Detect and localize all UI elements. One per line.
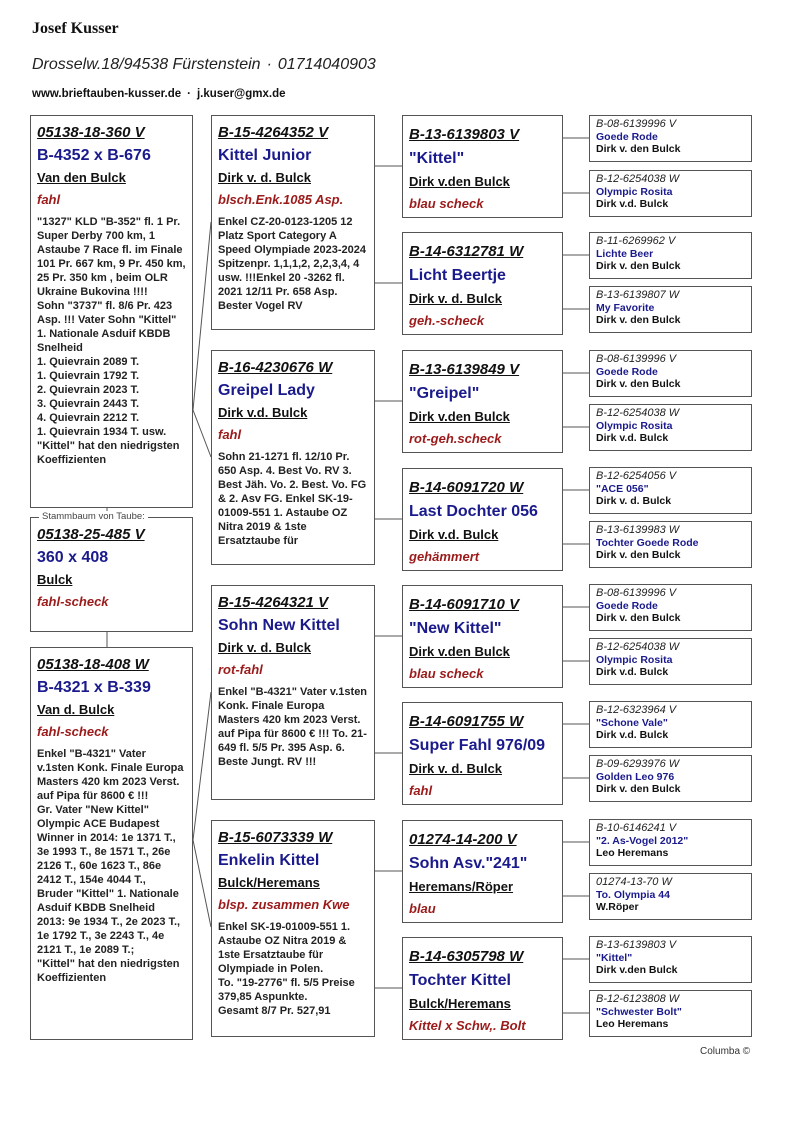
breeder: Van d. Bulck bbox=[37, 702, 115, 717]
gen4-ancestor-box bbox=[589, 286, 752, 333]
color-description: fahl bbox=[409, 783, 433, 798]
great-grandparent-box bbox=[402, 468, 563, 571]
breeder: Dirk v. d. Bulck bbox=[409, 761, 502, 776]
breeder: Heremans/Röper bbox=[409, 879, 514, 894]
note-line: Sohn "3737" fl. 8/6 Pr. 423 Asp. !!! Vater Sohn "Kittel" 1. Nationale Asduif KBDB Snelheid bbox=[37, 300, 177, 354]
great-grandparent-box bbox=[402, 702, 563, 805]
breeder: Van den Bulck bbox=[37, 170, 126, 185]
owner-address: Drosselw.18/94538 Fürstenstein bbox=[32, 56, 261, 73]
ring-number: B-12-6254038 W bbox=[596, 173, 680, 185]
color-description: gehämmert bbox=[409, 549, 480, 564]
ring-number: B-08-6139996 V bbox=[596, 353, 677, 365]
ring-number: B-09-6293976 W bbox=[596, 758, 680, 770]
pigeon-name: "Schone Vale" bbox=[596, 717, 668, 729]
ring-number: B-14-6091755 W bbox=[409, 713, 524, 730]
ring-number: B-14-6091710 V bbox=[409, 596, 520, 613]
grandparent-box bbox=[211, 115, 375, 330]
breeder: Dirk v. d. Bulck bbox=[218, 170, 311, 185]
ring-number: B-15-4264352 V bbox=[218, 124, 329, 141]
pigeon-name: "Schwester Bolt" bbox=[596, 1006, 682, 1018]
ring-number: B-14-6312781 W bbox=[409, 243, 524, 260]
ring-number: B-08-6139996 V bbox=[596, 587, 677, 599]
breeder: Dirk v. d. Bulck bbox=[218, 640, 311, 655]
connector-line bbox=[193, 410, 211, 457]
breeder: Dirk v. den Bulck bbox=[596, 314, 681, 326]
color-description: fahl-scheck bbox=[37, 594, 109, 609]
ring-number: B-12-6323964 V bbox=[596, 704, 677, 716]
ring-number: B-16-4230676 W bbox=[218, 359, 333, 376]
ring-number: B-14-6091720 W bbox=[409, 479, 524, 496]
note-line: Enkel "B-4321" Vater v.1sten Konk. Finale Europa Masters 420 km 2023 Verst. auf Pipa für 8600 € !!! bbox=[37, 748, 184, 802]
breeder: Bulck/Heremans bbox=[409, 996, 511, 1011]
note-line: 3. Quievrain 2443 T. bbox=[37, 398, 140, 410]
gen4-ancestor-box bbox=[589, 521, 752, 568]
pigeon-name: Goede Rode bbox=[596, 600, 658, 612]
great-grandparent-box bbox=[402, 937, 563, 1040]
performance-notes bbox=[218, 920, 368, 1018]
breeder: Dirk v.d. Bulck bbox=[596, 432, 669, 444]
pigeon-name: Golden Leo 976 bbox=[596, 771, 675, 783]
gen4-ancestor-box bbox=[589, 990, 752, 1037]
breeder: W.Röper bbox=[596, 901, 639, 913]
pigeon-name: My Favorite bbox=[596, 302, 655, 314]
breeder: Dirk v. den Bulck bbox=[596, 260, 681, 272]
breeder: Bulck/Heremans bbox=[218, 875, 320, 890]
gen4-ancestor-box bbox=[589, 467, 752, 514]
pigeon-name: "Greipel" bbox=[409, 385, 480, 402]
color-description: rot-geh.scheck bbox=[409, 431, 502, 446]
color-description: geh.-scheck bbox=[409, 313, 485, 328]
pigeon-name: "Kittel" bbox=[409, 150, 465, 167]
gen4-ancestor-box bbox=[589, 115, 752, 162]
pigeon-name: "2. As-Vogel 2012" bbox=[596, 835, 689, 847]
breeder: Leo Heremans bbox=[596, 1018, 669, 1030]
pigeon-name: 360 x 408 bbox=[37, 549, 109, 566]
breeder: Leo Heremans bbox=[596, 847, 669, 859]
owner-phone: 01714040903 bbox=[277, 56, 376, 73]
pigeon-name: "Kittel" bbox=[596, 952, 633, 964]
performance-notes bbox=[218, 450, 368, 548]
performance-notes bbox=[37, 215, 186, 467]
pigeon-name: Licht Beertje bbox=[409, 267, 506, 284]
grandparent-box bbox=[211, 585, 375, 800]
color-description: rot-fahl bbox=[218, 662, 263, 677]
note-line: "Kittel" hat den niedrigsten Koeffizienten bbox=[37, 958, 180, 984]
ring-number: B-12-6123808 W bbox=[596, 993, 680, 1005]
breeder: Dirk v.d. Bulck bbox=[218, 405, 308, 420]
breeder: Dirk v. den Bulck bbox=[596, 612, 681, 624]
connector-line bbox=[193, 222, 211, 410]
gen4-ancestor-box bbox=[589, 350, 752, 397]
subject-legend: Stammbaum von Taube: bbox=[39, 511, 148, 522]
color-description: blsch.Enk.1085 Asp. bbox=[218, 192, 344, 207]
breeder: Dirk v. d. Bulck bbox=[409, 291, 502, 306]
ring-number: B-13-6139803 V bbox=[409, 126, 520, 143]
breeder: Dirk v. den Bulck bbox=[596, 549, 681, 561]
note-line: Enkel CZ-20-0123-1205 12 Platz Sport Category A Speed Olympiade 2023-2024 Spitzenpr. 1,1,1,2, 2,2,3,4, 4 usw. !!!Enkel 20 -3262 fl. 2021 12/11 Pr. 658 Asp. Bester Vogel RV bbox=[218, 216, 366, 312]
performance-notes bbox=[218, 215, 368, 313]
great-grandparent-box bbox=[402, 585, 563, 688]
note-line: 1. Quievrain 1792 T. bbox=[37, 370, 140, 382]
great-grandparent-box bbox=[402, 115, 563, 218]
breeder: Dirk v. den Bulck bbox=[596, 378, 681, 390]
pigeon-name: Tochter Kittel bbox=[409, 972, 511, 989]
dam-box bbox=[30, 647, 193, 1040]
color-description: fahl bbox=[218, 427, 242, 442]
note-line: 2. Quievrain 2023 T. bbox=[37, 384, 140, 396]
breeder: Dirk v.den Bulck bbox=[409, 644, 510, 659]
note-line: Enkel "B-4321" Vater v.1sten Konk. Finale Europa Masters 420 km 2023 Verst. auf Pipa für 8600 € !!! To. 21-649 fl. 5/5 Pr. 395 Asp. 6. Beste Jungt. RV !!! bbox=[218, 686, 368, 768]
ring-number: B-11-6269962 V bbox=[596, 235, 676, 247]
pigeon-name: Olympic Rosita bbox=[596, 186, 673, 198]
ring-number: B-14-6305798 W bbox=[409, 948, 524, 965]
copyright-footer: Columba © bbox=[700, 1046, 751, 1057]
ring-number: 05138-18-360 V bbox=[37, 124, 145, 141]
ring-number: B-13-6139983 W bbox=[596, 524, 680, 536]
subject-box bbox=[30, 511, 193, 632]
breeder: Dirk v. d. Bulck bbox=[596, 495, 672, 507]
ring-number: B-15-6073339 W bbox=[218, 829, 333, 846]
connector-line bbox=[193, 692, 211, 840]
breeder: Dirk v. den Bulck bbox=[596, 143, 681, 155]
note-line: Gesamt 8/7 Pr. 527,91 bbox=[218, 1005, 331, 1017]
sire-box bbox=[30, 115, 193, 508]
ring-number: B-08-6139996 V bbox=[596, 118, 677, 130]
ring-number: B-12-6254038 W bbox=[596, 407, 680, 419]
gen4-ancestor-box bbox=[589, 584, 752, 631]
gen4-ancestor-box bbox=[589, 638, 752, 685]
color-description: blsp. zusammen Kwe bbox=[218, 897, 350, 912]
gen4-ancestor-box bbox=[589, 819, 752, 866]
gen4-ancestor-box bbox=[589, 404, 752, 451]
ring-number: B-15-4264321 V bbox=[218, 594, 329, 611]
note-line: 1. Quievrain 1934 T. usw. bbox=[37, 426, 167, 438]
color-description: blau scheck bbox=[409, 196, 484, 211]
color-description: fahl bbox=[37, 192, 61, 207]
gen4-ancestor-box bbox=[589, 170, 752, 217]
pigeon-name: Sohn Asv."241" bbox=[409, 855, 528, 872]
great-grandparent-box bbox=[402, 232, 563, 335]
color-description: blau scheck bbox=[409, 666, 484, 681]
note-line: Bruder "Kittel" 1. Nationale Asduif KBDB Snelheid 2013: 9e 1934 T., 2e 2023 T., 1e 1792 T., 3e 2243 T., 4e 2121 T., 1e 2089 T.; bbox=[37, 888, 181, 956]
pigeon-name: Kittel Junior bbox=[218, 147, 312, 164]
performance-notes bbox=[218, 685, 368, 769]
pigeon-name: Olympic Rosita bbox=[596, 420, 673, 432]
ring-number: B-10-6146241 V bbox=[596, 822, 677, 834]
pigeon-name: Last Dochter 056 bbox=[409, 503, 538, 520]
gen4-ancestor-box bbox=[589, 755, 752, 802]
pigeon-name: B-4352 x B-676 bbox=[37, 147, 151, 164]
pigeon-name: Greipel Lady bbox=[218, 382, 315, 399]
pigeon-name: Goede Rode bbox=[596, 131, 658, 143]
pigeon-name: Super Fahl 976/09 bbox=[409, 737, 546, 754]
ring-number: B-13-6139807 W bbox=[596, 289, 680, 301]
ring-number: 05138-18-408 W bbox=[37, 656, 149, 673]
note-line: To. "19-2776" fl. 5/5 Preise 379,85 Aspunkte. bbox=[218, 977, 355, 1003]
ring-number: 01274-14-200 V bbox=[409, 831, 517, 848]
great-grandparent-box bbox=[402, 820, 563, 923]
breeder: Dirk v.den Bulck bbox=[409, 409, 510, 424]
gen4-ancestor-box bbox=[589, 873, 752, 920]
pigeon-name: Lichte Beer bbox=[596, 248, 654, 260]
pigeon-name: Olympic Rosita bbox=[596, 654, 673, 666]
great-grandparent-box bbox=[402, 350, 563, 453]
breeder: Bulck bbox=[37, 572, 73, 587]
color-description: fahl-scheck bbox=[37, 724, 109, 739]
pigeon-name: "ACE 056" bbox=[596, 483, 649, 495]
note-line: "1327" KLD "B-352" fl. 1 Pr. Super Derby 700 km, 1 Astaube 7 Race fl. im Finale 101 Pr. 667 km, 9 Pr. 450 km, 25 Pr. 350 km , beim OLR Ukraine Bukovina !!!! bbox=[37, 216, 186, 298]
owner-name: Josef Kusser bbox=[32, 20, 119, 37]
note-line: Sohn 21-1271 fl. 12/10 Pr. 650 Asp. 4. Best Vo. RV 3. Best Jäh. Vo. 2. Best. Vo. FG & 2. Asv FG. Enkel SK-19-01009-551 1. Astaube OZ Nitra 2019 & 1ste Ersatztaube für bbox=[218, 451, 367, 547]
owner-website[interactable]: www.brieftauben-kusser.de bbox=[32, 88, 182, 100]
breeder: Dirk v.d. Bulck bbox=[409, 527, 499, 542]
pigeon-name: Enkelin Kittel bbox=[218, 852, 320, 869]
note-line: Gr. Vater "New Kittel" Olympic ACE Budapest Winner in 2014: 1e 1371 T., 3e 1993 T., 8e 1571 T., 26e 2126 T., 60e 1623 T., 86e 2412 T., 154e 4044 T., bbox=[37, 804, 176, 886]
separator: · bbox=[266, 56, 272, 73]
note-line: 4. Quievrain 2212 T. bbox=[37, 412, 140, 424]
owner-email[interactable]: j.kuser@gmx.de bbox=[196, 88, 286, 100]
gen4-ancestor-box bbox=[589, 936, 752, 983]
pigeon-name: B-4321 x B-339 bbox=[37, 679, 151, 696]
pigeon-name: "New Kittel" bbox=[409, 620, 502, 637]
grandparent-box bbox=[211, 820, 375, 1037]
ring-number: B-13-6139803 V bbox=[596, 939, 677, 951]
ring-number: 01274-13-70 W bbox=[596, 876, 672, 888]
pigeon-name: Tochter Goede Rode bbox=[596, 537, 699, 549]
color-description: blau bbox=[409, 901, 436, 916]
breeder: Dirk v.d. Bulck bbox=[596, 198, 669, 210]
note-line: 1. Quievrain 2089 T. bbox=[37, 356, 140, 368]
ring-number: 05138-25-485 V bbox=[37, 526, 145, 543]
note-line: "Kittel" hat den niedrigsten Koeffizienten bbox=[37, 440, 180, 466]
separator: · bbox=[187, 88, 191, 100]
connector-line bbox=[193, 840, 211, 927]
breeder: Dirk v. den Bulck bbox=[596, 783, 681, 795]
color-description: Kittel x Schw,. Bolt bbox=[409, 1018, 526, 1033]
breeder: Dirk v.d. Bulck bbox=[596, 666, 669, 678]
grandparent-box bbox=[211, 350, 375, 565]
breeder: Dirk v.den Bulck bbox=[596, 964, 678, 976]
pigeon-name: Sohn New Kittel bbox=[218, 617, 340, 634]
ring-number: B-12-6254056 V bbox=[596, 470, 677, 482]
pigeon-name: To. Olympia 44 bbox=[596, 889, 670, 901]
ring-number: B-12-6254038 W bbox=[596, 641, 680, 653]
ring-number: B-13-6139849 V bbox=[409, 361, 520, 378]
gen4-ancestor-box bbox=[589, 232, 752, 279]
gen4-ancestor-box bbox=[589, 701, 752, 748]
note-line: Enkel SK-19-01009-551 1. Astaube OZ Nitra 2019 & 1ste Ersatztaube für Olympiade in Polen. bbox=[218, 921, 351, 975]
breeder: Dirk v.den Bulck bbox=[409, 174, 510, 189]
pigeon-name: Goede Rode bbox=[596, 366, 658, 378]
breeder: Dirk v.d. Bulck bbox=[596, 729, 669, 741]
performance-notes bbox=[37, 747, 186, 985]
